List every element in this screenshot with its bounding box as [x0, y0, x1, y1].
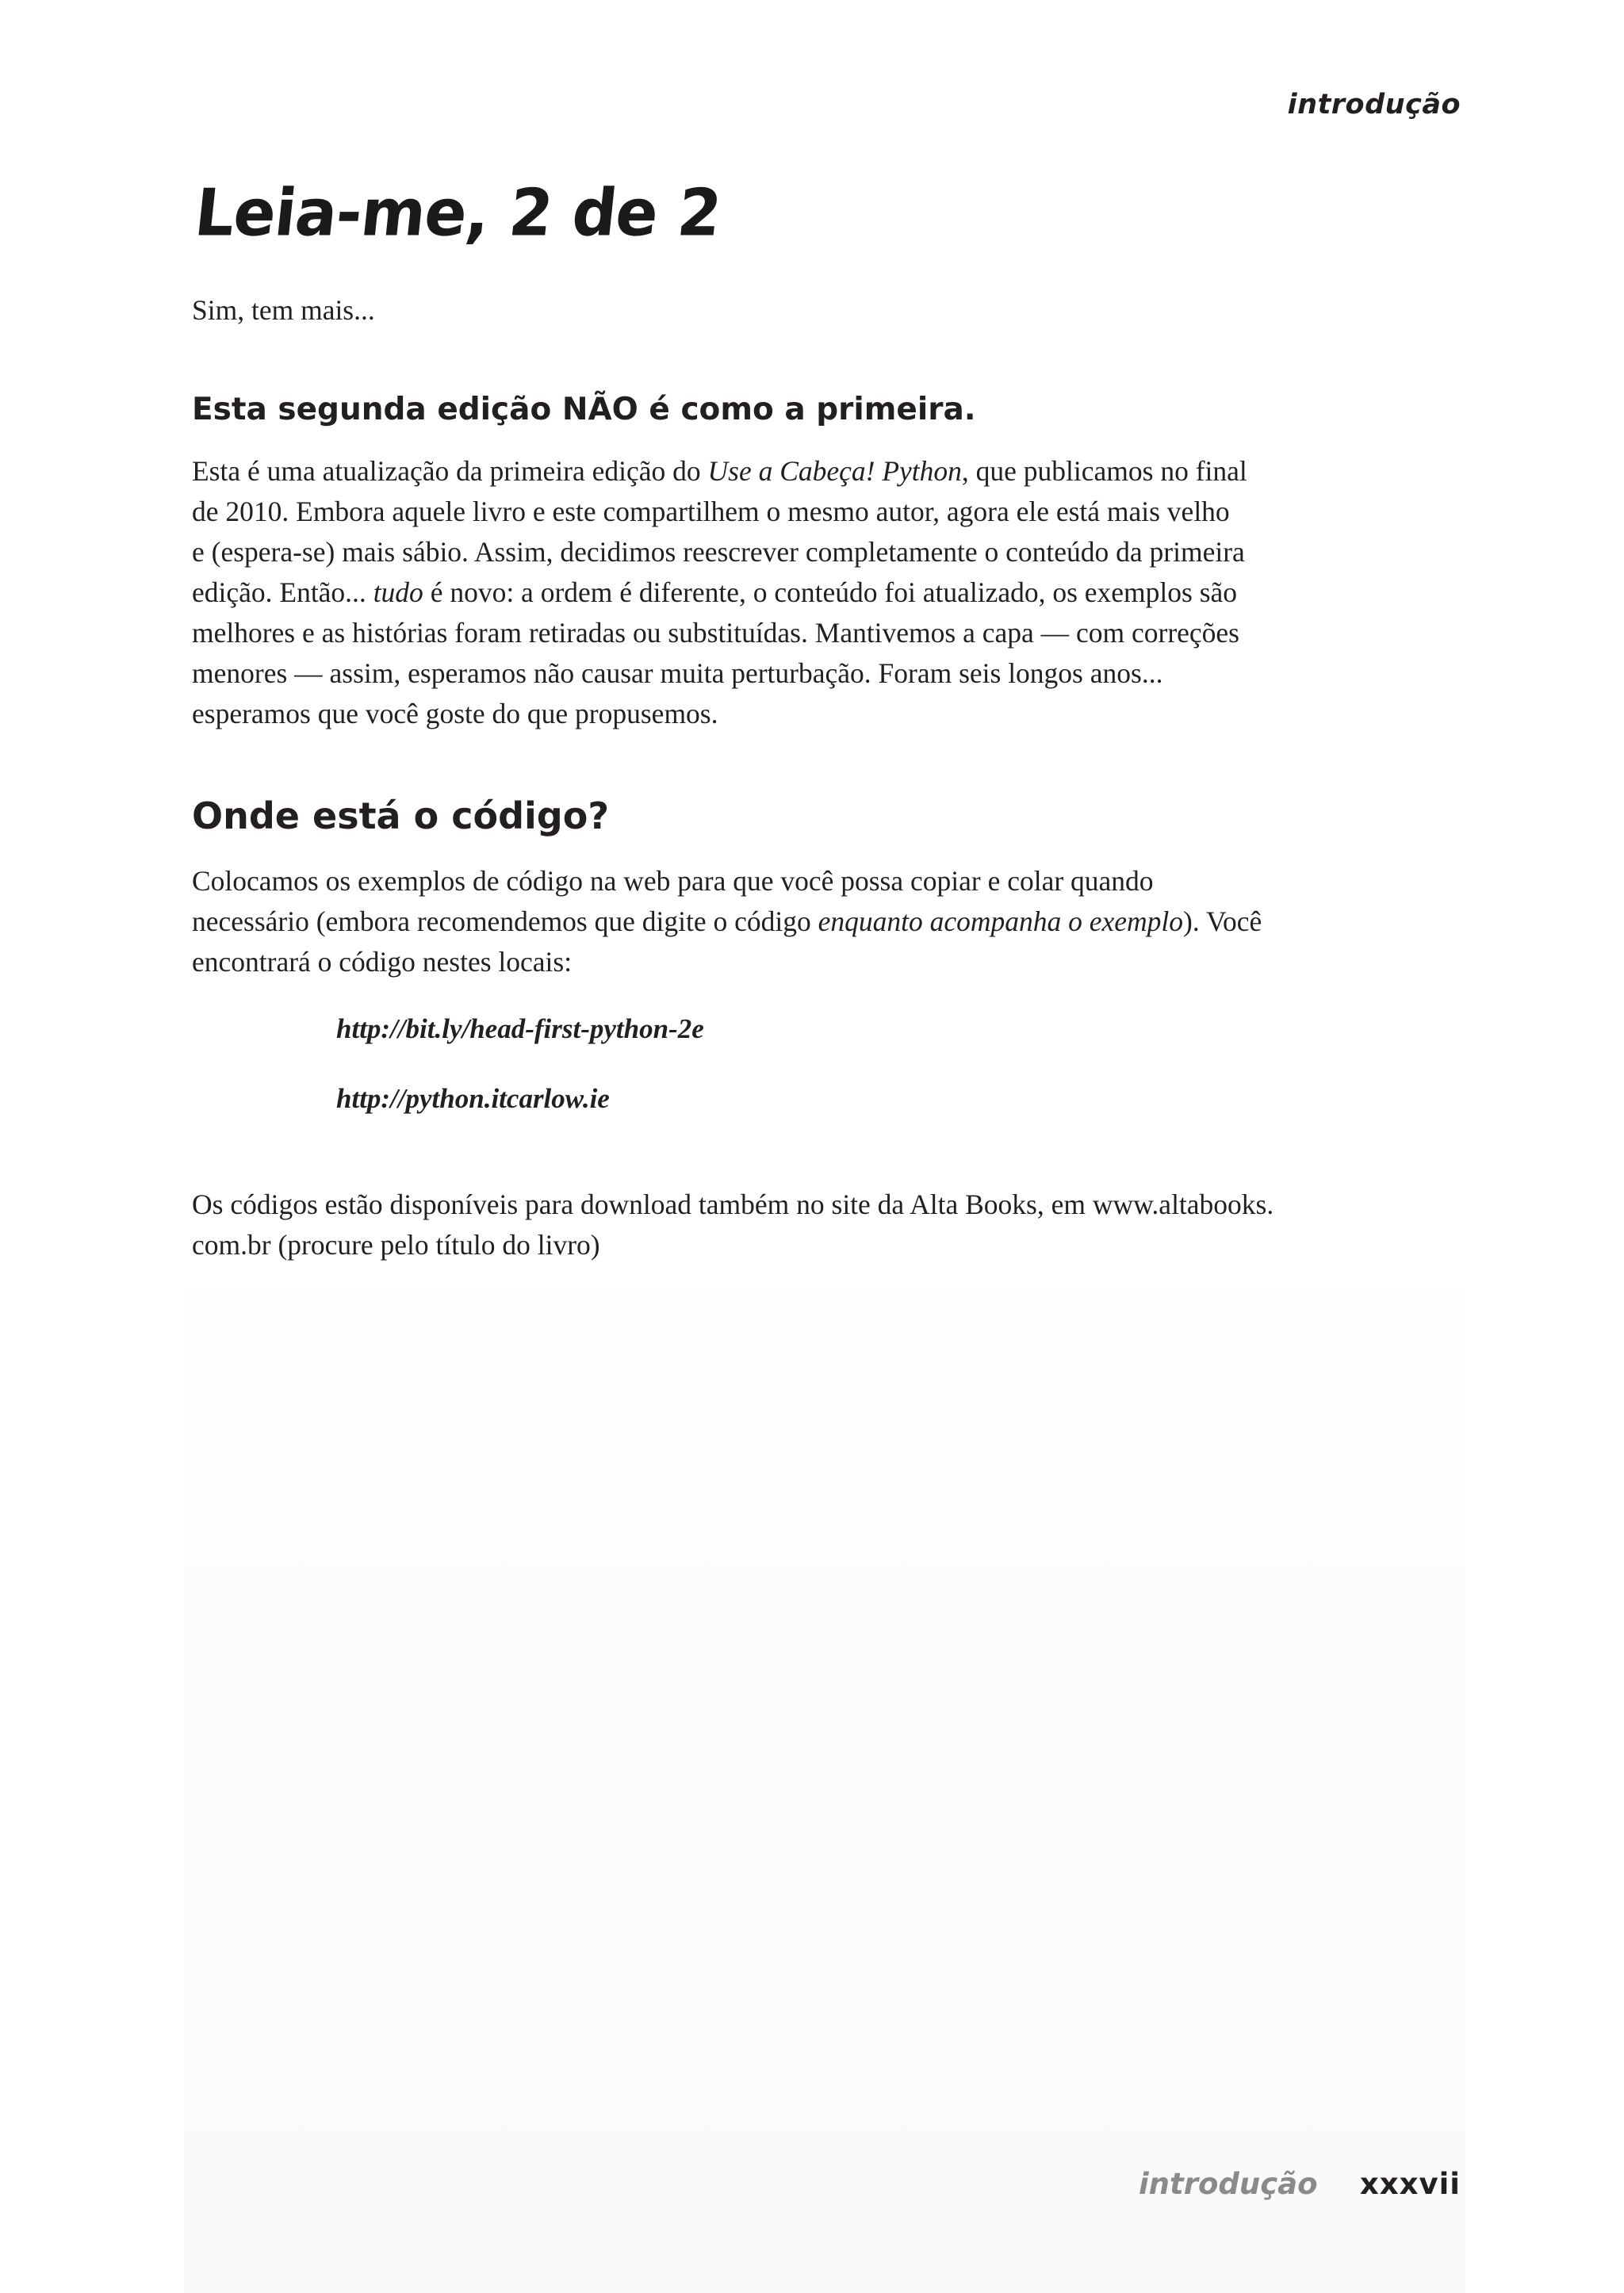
paragraph-line: Esta é uma atualização da primeira edição do Use a Cabeça! Python, que publicamos no final	[192, 455, 1247, 487]
footer-label: introdução	[1139, 2167, 1318, 2201]
paragraph-second-edition	[192, 451, 1484, 734]
section-heading-second-edition: Esta segunda edição NÃO é como a primeira.	[192, 392, 976, 427]
section-heading-code-location: Onde está o código?	[192, 794, 610, 837]
paragraph-line: de 2010. Embora aquele livro e este compartilhem o mesmo autor, agora ele está mais velho	[192, 496, 1230, 527]
paragraph-line: encontrará o código nestes locais:	[192, 946, 573, 978]
paragraph-line: menores — assim, esperamos não causar muita perturbação. Foram seis longos anos...	[192, 657, 1163, 689]
page-number: xxxvii	[1359, 2167, 1461, 2201]
paragraph-line: necessário (embora recomendemos que digite o código enquanto acompanha o exemplo). Você	[192, 905, 1262, 937]
paragraph-line: Colocamos os exemplos de código na web para que você possa copiar e colar quando	[192, 865, 1154, 897]
code-link-itcarlow[interactable]: http://python.itcarlow.ie	[336, 1083, 610, 1114]
book-title-emphasis: Use a Cabeça! Python	[707, 455, 962, 487]
code-link-bitly[interactable]: http://bit.ly/head-first-python-2e	[336, 1013, 704, 1044]
paragraph-download	[192, 1185, 1484, 1265]
paragraph-line: melhores e as histórias foram retiradas ou substituídas. Mantivemos a capa — com correções	[192, 617, 1239, 649]
paragraph-code-location	[192, 861, 1484, 982]
emphasis-word: tudo	[373, 576, 423, 608]
intro-text: Sim, tem mais...	[192, 294, 375, 326]
paragraph-line: e (espera-se) mais sábio. Assim, decidimos reescrever completamente o conteúdo da primeira	[192, 536, 1245, 568]
paragraph-line: esperamos que você goste do que propusemos.	[192, 698, 718, 729]
running-head: introdução	[1287, 89, 1461, 121]
emphasis-phrase: enquanto acompanha o exemplo	[818, 905, 1184, 937]
paragraph-line: com.br (procure pelo título do livro)	[192, 1229, 600, 1261]
paragraph-line: Os códigos estão disponíveis para download também no site da Alta Books, em www.altabooks.	[192, 1189, 1274, 1220]
page-title: Leia-me, 2 de 2	[191, 175, 725, 251]
paragraph-line: edição. Então... tudo é novo: a ordem é diferente, o conteúdo foi atualizado, os exemplos são	[192, 576, 1238, 608]
page-shading	[184, 1237, 1465, 2293]
